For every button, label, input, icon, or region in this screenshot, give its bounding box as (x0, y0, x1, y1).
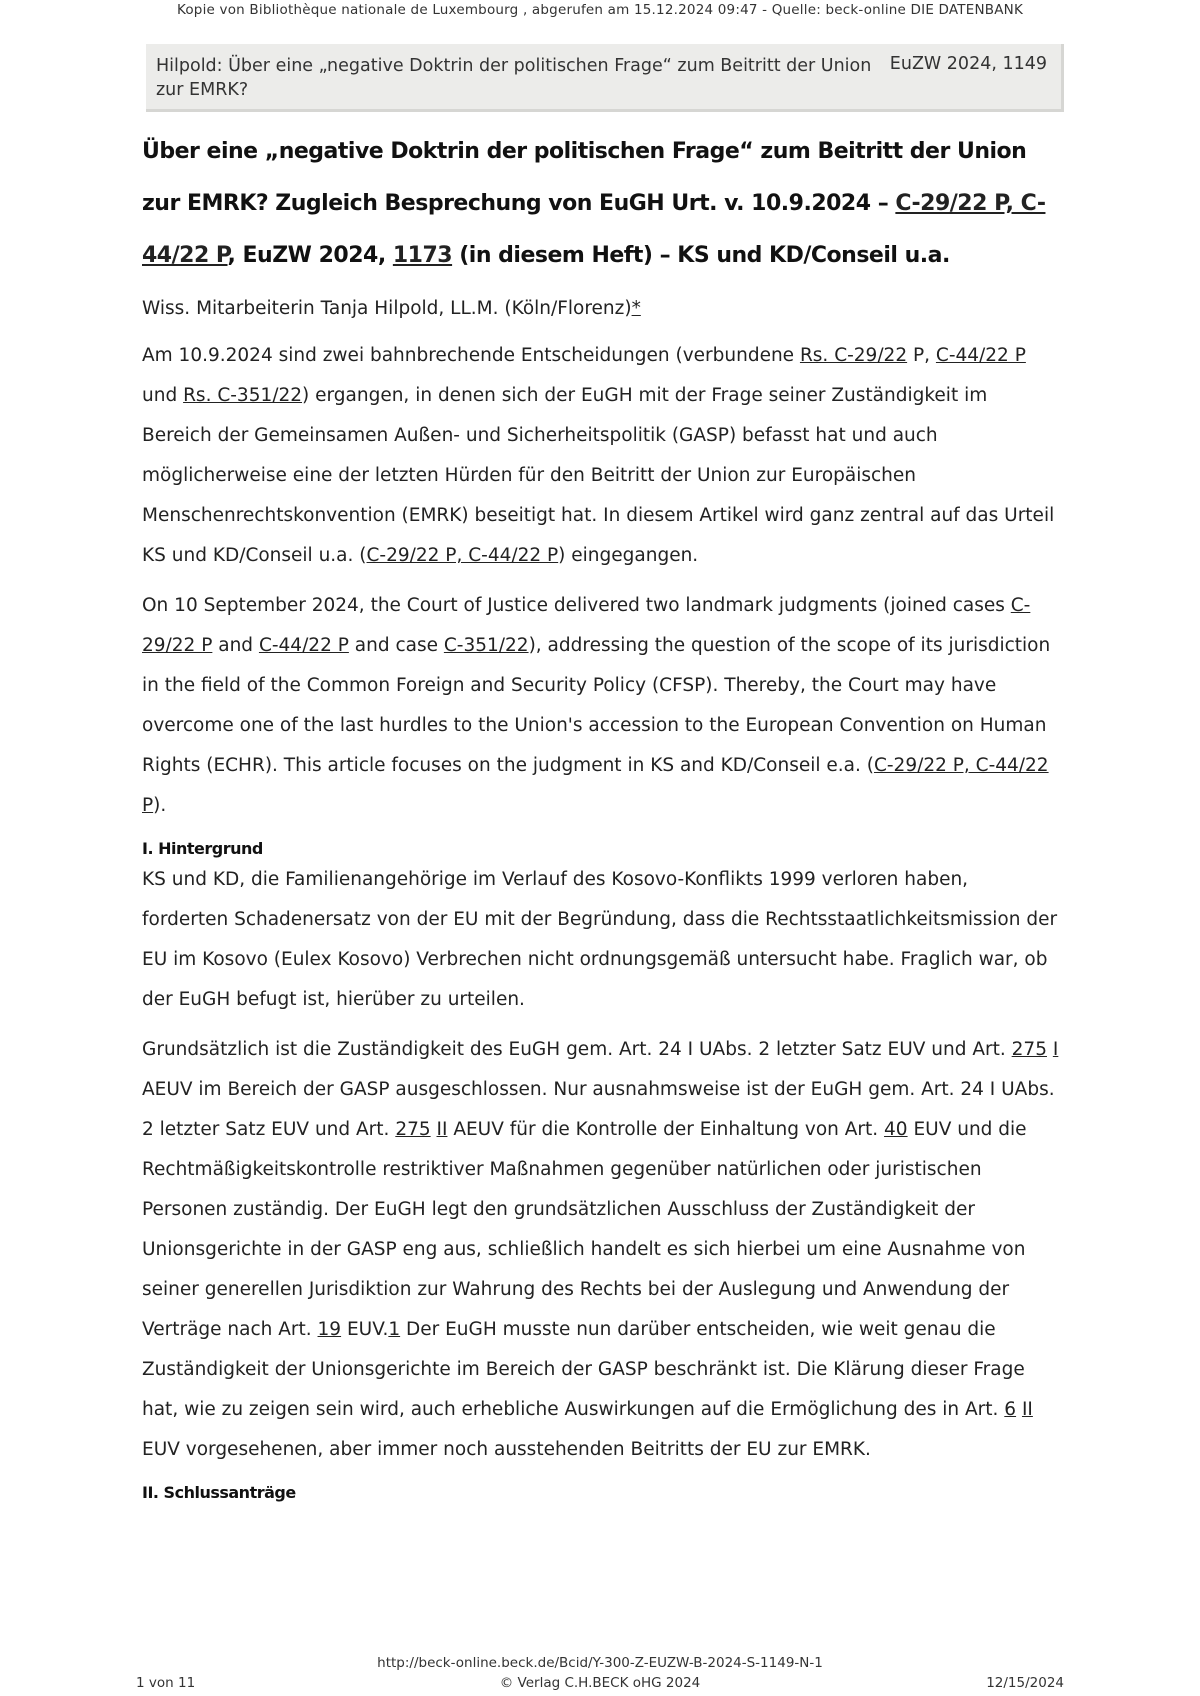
case-link[interactable]: C-44/22 P (935, 345, 1026, 366)
norm-link[interactable]: 6 (1004, 1399, 1017, 1420)
text-run: EUV vorgesehenen, aber immer noch ausstehenden Beitritts der EU zur EMRK. (142, 1439, 871, 1460)
norm-link[interactable]: II (436, 1119, 448, 1140)
section-heading-hintergrund: I. Hintergrund (142, 839, 263, 858)
text-run: AEUV für die Kontrolle der Einhaltung von Art. (447, 1119, 885, 1140)
case-link[interactable]: C-29/22 P, C-44/22 P (142, 755, 1049, 816)
citation-box (146, 44, 1064, 112)
case-link[interactable]: C-29/22 P, C-44/22 P (142, 191, 1046, 268)
text-run: Der EuGH musste nun darüber entscheiden, wie weit genau die Zuständigkeit der Unionsgerichte im Bereich der GASP beschränkt ist. Die Klärung dieser Frage hat, wie zu zeigen sein wird, auch erhebliche Auswirkungen auf die Ermöglichung des in Art. (142, 1319, 1025, 1420)
footer-url: http://beck-online.beck.de/Bcid/Y-300-Z-EUZW-B-2024-S-1149-N-1 (377, 1655, 823, 1671)
norm-link[interactable]: I (1052, 1039, 1059, 1060)
text-run: P, (907, 345, 936, 366)
article-body (142, 126, 1060, 1504)
citation-title: Hilpold: Über eine „negative Doktrin der politischen Frage“ zum Beitritt der Union zur EMRK? (156, 56, 872, 100)
text-run: AEUV im Bereich der GASP ausgeschlossen. Nur ausnahmsweise ist der EuGH gem. Art. 24 I UAbs. 2 letzter Satz EUV und Art. (142, 1079, 1055, 1140)
norm-link[interactable]: 40 (884, 1119, 908, 1140)
text-run: Grundsätzlich ist die Zuständigkeit des EuGH gem. Art. 24 I UAbs. 2 letzter Satz EUV und Art. (142, 1039, 1012, 1060)
copyright: © Verlag C.H.BECK oHG 2024 (499, 1675, 701, 1691)
text-run: ). (153, 795, 167, 816)
section-heading-schlussantraege: II. Schlussanträge (142, 1483, 296, 1502)
case-link[interactable]: Rs. C-351/22 (183, 385, 303, 406)
page-number: 1 von 11 (136, 1675, 196, 1691)
case-link[interactable]: C-29/22 P (142, 595, 1031, 656)
text-run: ) eingegangen. (558, 545, 699, 566)
case-link[interactable]: C-351/22 (443, 635, 529, 656)
abstract-english (142, 586, 1060, 826)
title-text: Über eine „negative Doktrin der politischen Frage“ zum Beitritt der Union zur EMRK? Zugleich Besprechung von EuGH Urt. v. 10.9.2024 – (142, 139, 1027, 216)
title-text: , EuZW 2024, (227, 243, 393, 268)
text-run: and (212, 635, 259, 656)
citation-reference: EuZW 2024, 1149 (889, 54, 1047, 74)
text-run: EUV und die Rechtmäßigkeitskontrolle restriktiver Maßnahmen gegenüber natürlichen oder juristischen Personen zuständig. Der EuGH legt den grundsätzlichen Ausschluss der Zuständigkeit der Unionsgerichte in der GASP eng aus, schließlich handelt es sich hierbei um eine Ausnahme von seiner generellen Jurisdiktion zur Wahrung des Rechts bei der Auslegung und Anwendung der Verträge nach Art. (142, 1119, 1027, 1340)
paragraph (142, 1030, 1060, 1470)
paragraph: KS und KD, die Familienangehörige im Verlauf des Kosovo-Konflikts 1999 verloren haben, forderten Schadenersatz von der EU mit der Begründung, dass die Rechtsstaatlichkeitsmission der EU im Kosovo (Eulex Kosovo) Verbrechen nicht ordnungsgemäß untersucht habe. Fraglich war, ob der EuGH befugt ist, hierüber zu urteilen. (142, 869, 1058, 1010)
text-run: and case (348, 635, 444, 656)
text-run: On 10 September 2024, the Court of Justice delivered two landmark judgments (joined cases (142, 595, 1011, 616)
case-link[interactable]: C-29/22 P, C-44/22 P (366, 545, 559, 566)
text-run: EUV. (341, 1319, 389, 1340)
article-title (142, 126, 1060, 282)
case-link[interactable]: C-44/22 P (258, 635, 349, 656)
author-line (142, 296, 1060, 322)
text-run: ) ergangen, in denen sich der EuGH mit der Frage seiner Zuständigkeit im Bereich der Gemeinsamen Außen- und Sicherheitspolitik (GASP) befasst hat und auch möglicherweise eine der letzten Hürden für den Beitritt der Union zur Europäischen Menschenrechtskonvention (EMRK) beseitigt hat. In diesem Artikel wird ganz zentral auf das Urteil KS und KD/Conseil u.a. ( (142, 385, 1055, 566)
footnote-link[interactable]: * (631, 298, 641, 319)
norm-link[interactable]: II (1021, 1399, 1033, 1420)
text-run: Am 10.9.2024 sind zwei bahnbrechende Entscheidungen (verbundene (142, 345, 800, 366)
source-line: Kopie von Bibliothèque nationale de Luxembourg , abgerufen am 15.12.2024 09:47 - Quelle: beck-online DIE DATENBANK (176, 2, 1024, 18)
text-run: und (142, 385, 184, 406)
print-date: 12/15/2024 (986, 1675, 1064, 1691)
norm-link[interactable]: 19 (317, 1319, 342, 1340)
footnote-link[interactable]: 1 (388, 1319, 401, 1340)
text-run: ), addressing the question of the scope of its jurisdiction in the field of the Common Foreign and Security Policy (CFSP). Thereby, the Court may have overcome one of the last hurdles to the Union's accession to the European Convention on Human Rights (ECHR). This article focuses on the judgment in KS and KD/Conseil e.a. ( (142, 635, 1051, 776)
norm-link[interactable]: 275 (1011, 1039, 1047, 1060)
case-link[interactable]: Rs. C-29/22 (799, 345, 908, 366)
page-link[interactable]: 1173 (392, 243, 453, 268)
author-name: Wiss. Mitarbeiterin Tanja Hilpold, LL.M. (Köln/Florenz) (142, 298, 632, 319)
title-text: (in diesem Heft) – KS und KD/Conseil u.a. (452, 243, 950, 268)
norm-link[interactable]: 275 (395, 1119, 431, 1140)
abstract-german (142, 336, 1060, 576)
